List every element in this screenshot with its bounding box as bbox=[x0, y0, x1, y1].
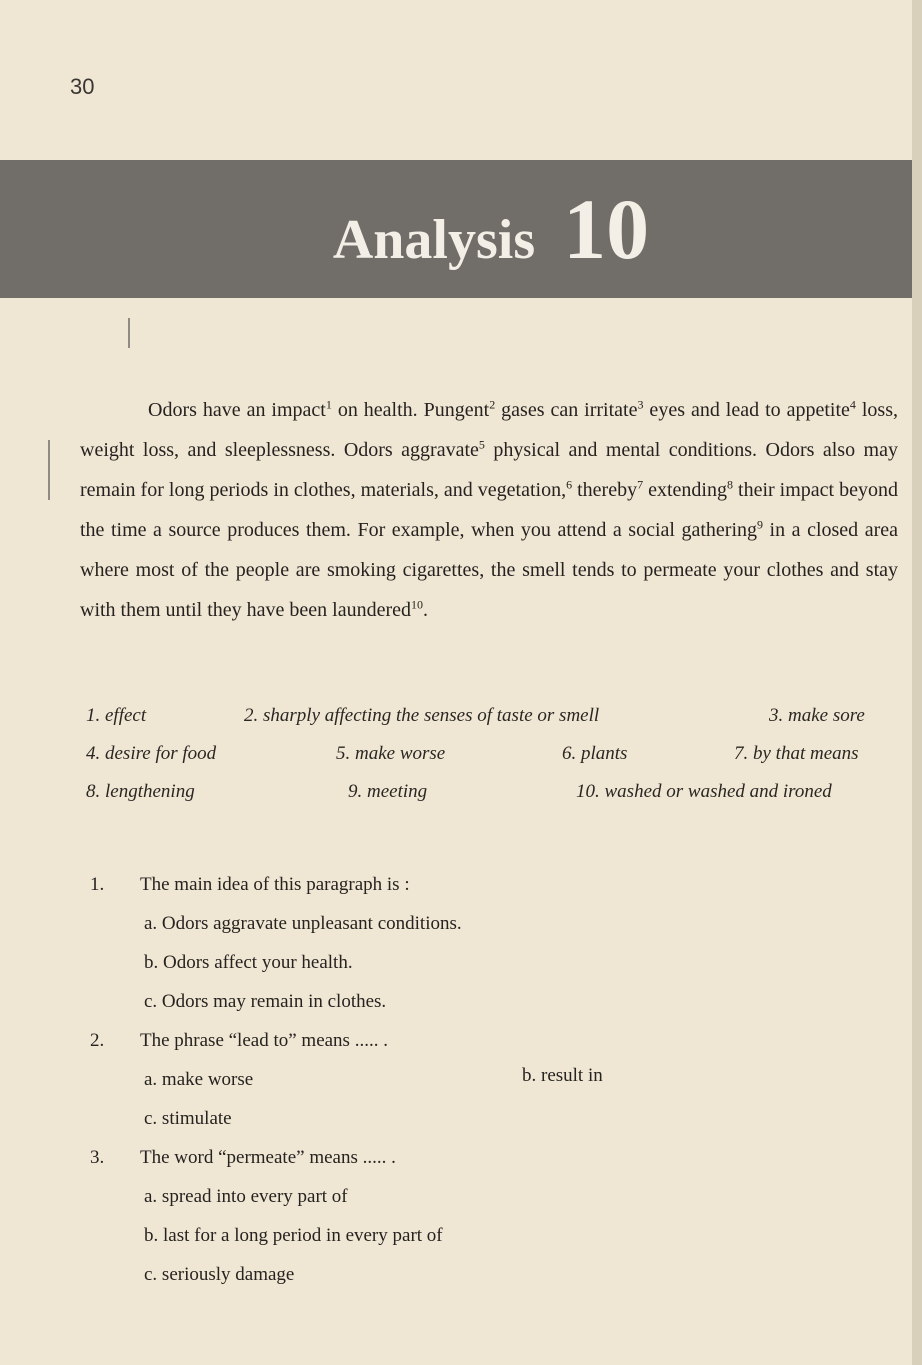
page-number: 30 bbox=[70, 74, 95, 99]
question-list bbox=[90, 868, 890, 1297]
glossary-item: 3. make sore bbox=[769, 705, 865, 726]
section-title bbox=[333, 179, 649, 279]
footnote-marker: 7 bbox=[637, 477, 644, 492]
section-title-word: Analysis bbox=[332, 209, 536, 271]
glossary-item: 9. meeting bbox=[348, 781, 428, 802]
margin-line bbox=[48, 440, 50, 500]
passage-text: . bbox=[423, 599, 429, 621]
question-stem: The word “permeate” means ..... . bbox=[140, 1147, 396, 1168]
option-text: a. Odors aggravate unpleasant conditions. bbox=[144, 913, 462, 934]
passage-text: eyes and lead to appetite bbox=[643, 399, 850, 421]
section-title-number: 10 bbox=[563, 181, 650, 277]
option-text: b. last for a long period in every part of bbox=[144, 1225, 443, 1246]
passage-text: in a closed area where most of the people are smoking cigarettes, the smell tends to permeate your clothes and stay with them until they have been laundered bbox=[80, 519, 898, 621]
question bbox=[90, 1141, 890, 1180]
question bbox=[90, 868, 890, 907]
glossary-item: 5. make worse bbox=[336, 743, 446, 764]
glossary-row bbox=[86, 705, 900, 743]
page-edge bbox=[912, 0, 922, 1365]
question-number: 2. bbox=[90, 1030, 105, 1051]
passage-text: on health. Pungent bbox=[331, 399, 490, 421]
answer-option bbox=[90, 1258, 890, 1297]
footnote-marker: 5 bbox=[478, 437, 485, 452]
glossary-item: 6. plants bbox=[562, 743, 628, 764]
footnote-marker: 2 bbox=[489, 397, 496, 412]
footnote-marker: 10 bbox=[411, 597, 424, 612]
question-stem: The main idea of this paragraph is : bbox=[140, 874, 410, 895]
passage-text: extending bbox=[643, 479, 727, 501]
footnote-marker: 8 bbox=[727, 477, 733, 492]
section-banner bbox=[0, 160, 912, 298]
option-text: c. seriously damage bbox=[144, 1264, 295, 1285]
passage-body bbox=[80, 399, 898, 621]
glossary-row bbox=[86, 781, 900, 819]
question-number: 3. bbox=[90, 1147, 105, 1168]
answer-option bbox=[90, 946, 890, 985]
glossary-item: 8. lengthening bbox=[86, 781, 195, 802]
footnote-marker: 4 bbox=[849, 397, 856, 412]
passage-text: thereby bbox=[572, 479, 638, 501]
glossary-item: 1. effect bbox=[86, 705, 147, 726]
passage-text: gases can irritate bbox=[495, 399, 638, 421]
glossary-item: 4. desire for food bbox=[86, 743, 217, 764]
option-text: a. spread into every part of bbox=[144, 1186, 348, 1207]
footnote-marker: 6 bbox=[566, 477, 573, 492]
glossary-item: 10. washed or washed and ironed bbox=[576, 781, 832, 802]
glossary-item: 7. by that means bbox=[734, 743, 859, 764]
option-text: a. make worse bbox=[144, 1069, 254, 1090]
option-text: c. stimulate bbox=[144, 1108, 232, 1129]
answer-option bbox=[90, 1102, 890, 1141]
footnote-marker: 1 bbox=[325, 397, 332, 412]
option-text: b. Odors affect your health. bbox=[144, 952, 353, 973]
question-stem: The phrase “lead to” means ..... . bbox=[140, 1030, 388, 1051]
question bbox=[90, 1024, 890, 1063]
answer-option bbox=[90, 1180, 890, 1219]
glossary bbox=[86, 705, 900, 819]
option-text: b. result in bbox=[522, 1065, 603, 1086]
glossary-row bbox=[86, 743, 900, 781]
option-text: c. Odors may remain in clothes. bbox=[144, 991, 387, 1012]
answer-option bbox=[90, 985, 890, 1024]
footnote-marker: 3 bbox=[637, 397, 644, 412]
footnote-marker: 9 bbox=[757, 517, 764, 532]
passage-paragraph bbox=[80, 390, 898, 630]
answer-option bbox=[90, 1063, 890, 1102]
passage-text: Odors have an impact bbox=[148, 399, 326, 421]
question-number: 1. bbox=[90, 874, 105, 895]
answer-option bbox=[90, 907, 890, 946]
passage-text: physical and mental conditions. Odors also may remain for long periods in clothes, materials, and vegetation, bbox=[80, 439, 898, 501]
answer-option bbox=[90, 1219, 890, 1258]
passage-text: loss, weight loss, and sleeplessness. Odors aggravate bbox=[80, 399, 898, 461]
pencil-mark bbox=[128, 318, 130, 348]
glossary-item: 2. sharply affecting the senses of taste or smell bbox=[244, 705, 600, 726]
passage-text: their impact beyond the time a source produces them. For example, when you attend a social gathering bbox=[80, 479, 899, 541]
